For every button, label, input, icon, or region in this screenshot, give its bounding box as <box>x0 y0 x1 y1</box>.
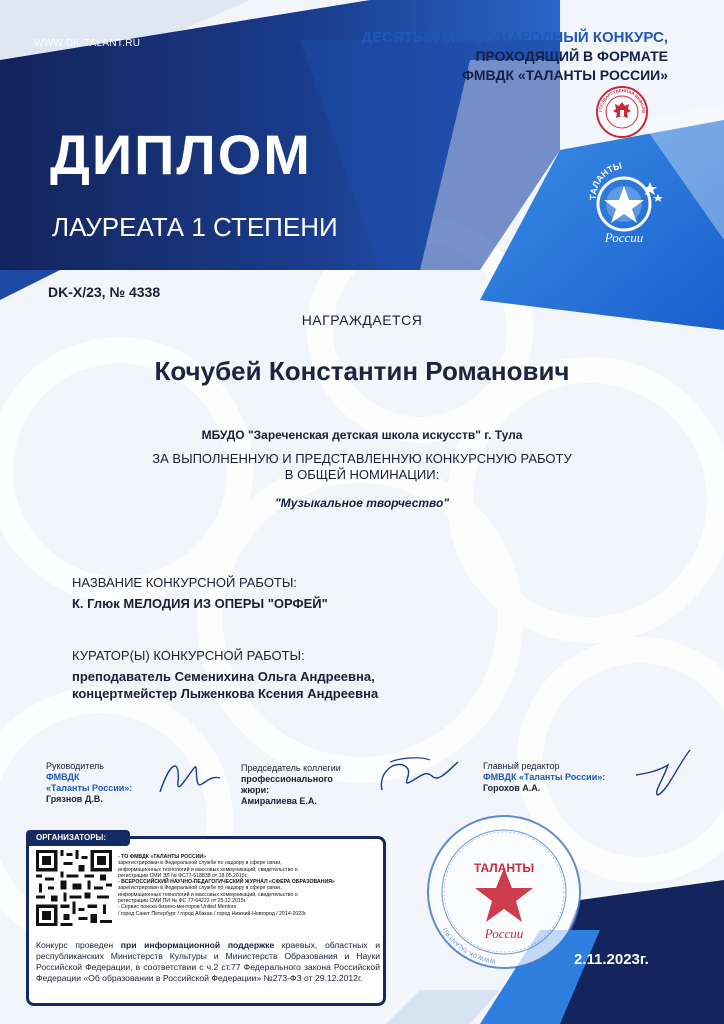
document-number: DK-X/23, № 4338 <box>48 284 161 300</box>
organizers-header: ОРГАНИЗАТОРЫ: <box>26 830 130 846</box>
qr-code-icon <box>36 850 112 926</box>
support-bold: при информационной поддержке <box>120 940 275 950</box>
organizer-line: зарегистрирован в Федеральной службе по надзору в сфере связи, <box>118 860 282 867</box>
curators <box>72 668 378 702</box>
organizer-line: - ВСЕРОССИЙСКИЙ НАУЧНО-ПЕДАГОГИЧЕСКИЙ ЖУРНАЛ «СФЕРА ОБРАЗОВАНИЯ» <box>118 879 335 886</box>
school-name: МБУДО "Зареченская детская школа искусств" г. Тула <box>201 428 523 442</box>
degree-title: ЛАУРЕАТА 1 СТЕПЕНИ <box>52 212 338 242</box>
signature-scribble-director <box>150 752 225 802</box>
logo-arc-text: ТАЛАНТЫ <box>587 160 623 201</box>
award-reason <box>0 451 724 483</box>
organizer-line: / город Санкт Петербург / город Абакан / город Нижний-Новгород / 2014-2023г. <box>118 910 307 917</box>
signature-block-director <box>46 761 132 805</box>
seal-center-bottom: России <box>484 926 524 941</box>
emblem-ring-text: ГОСУДАРСТВЕННАЯ ИНФОРМ <box>597 87 647 114</box>
organizer-line: зарегистрирован в Федеральной службе по надзору в сфере связи, <box>118 885 282 892</box>
signature-person: Амиралиева Е.А. <box>241 796 317 806</box>
organizers-list <box>118 854 378 917</box>
signature-role: жюри: <box>241 785 270 795</box>
recipient-name: Кочубей Константин Романович <box>154 356 570 386</box>
support-pre: Конкурс проведен <box>36 940 121 950</box>
site-url: WWW.DK-TALANT.RU <box>34 38 141 49</box>
logo-script-text: России <box>604 230 644 245</box>
curator-line-1: преподаватель Семенихина Ольга Андреевна, <box>72 669 375 684</box>
support-statement <box>36 940 380 984</box>
work-title: К. Глюк МЕЛОДИЯ ИЗ ОПЕРЫ "ОРФЕЙ" <box>72 596 328 611</box>
signature-block-jury <box>241 763 341 807</box>
curator-line-2: концертмейстер Лыженкова Ксения Андреевна <box>72 686 379 701</box>
signature-org: «Таланты России»: <box>46 783 133 793</box>
signature-scribble-jury <box>370 752 465 802</box>
award-reason-line-1: ЗА ВЫПОЛНЕННУЮ И ПРЕДСТАВЛЕННУЮ КОНКУРСНУЮ РАБОТУ <box>152 451 572 466</box>
state-support-emblem <box>595 85 649 139</box>
issue-date: 2.11.2023г. <box>574 951 649 968</box>
seal-center-top: ТАЛАНТЫ <box>473 861 535 875</box>
seal-site: WWW.DK-TALANT.RU <box>442 926 496 964</box>
signature-role: Руководитель <box>46 761 104 771</box>
organizer-line: регистрации СМИ ПИ № ФС 77-64222 от 25.12.2015г. <box>118 898 247 905</box>
signature-person: Горохов А.А. <box>483 783 541 793</box>
organizer-line: - ТО ФМВДК «ТАЛАНТЫ РОССИИ» <box>118 854 207 860</box>
awarded-label: НАГРАЖДАЕТСЯ <box>301 312 423 328</box>
support-post: краевых, областных и республиканских Министерств Культуры и Министерств Образования и Науки Российской Федерации, в соответствии с ч.2 ст.77 Федерального закона Российской Федерации «Об образовании в Российской Федерации» №273-ФЗ от 29.12.2012г. <box>36 940 380 983</box>
signature-role: Главный редактор <box>483 761 560 771</box>
signature-role: Председатель коллегии <box>241 763 341 773</box>
signature-person: Грязнов Д.В. <box>46 794 103 804</box>
organizer-line: информационных технологий и массовых коммуникаций, свидетельство о <box>118 866 298 873</box>
diploma-title: ДИПЛОМ <box>50 123 312 186</box>
contest-line-1: ДЕСЯТЫЙ МЕЖДУНАРОДНЫЙ КОНКУРС, <box>361 29 668 46</box>
signature-org: ФМВДК «Таланты России»: <box>483 772 606 782</box>
talanty-rossii-logo <box>574 160 674 250</box>
signature-block-editor <box>483 761 605 794</box>
official-seal <box>424 812 584 972</box>
signature-scribble-editor <box>628 745 698 800</box>
contest-line-2: ПРОХОДЯЩИЙ В ФОРМАТЕ <box>475 48 668 64</box>
contest-line-3: ФМВДК «ТАЛАНТЫ РОССИИ» <box>461 67 668 83</box>
organizer-line: информационных технологий и массовых коммуникаций, свидетельство о <box>118 891 298 898</box>
organizer-line: регистрации СМИ ЭЛ № ФС77-618838 от 18.05.2015г.; <box>118 872 249 879</box>
signature-org: ФМВДК <box>46 772 80 782</box>
award-reason-line-2: В ОБЩЕЙ НОМИНАЦИИ: <box>284 467 440 482</box>
curator-label: КУРАТОР(Ы) КОНКУРСНОЙ РАБОТЫ: <box>72 648 305 663</box>
work-title-label: НАЗВАНИЕ КОНКУРСНОЙ РАБОТЫ: <box>72 575 297 590</box>
nomination: "Музыкальное творчество" <box>274 496 450 510</box>
contest-title <box>361 28 668 85</box>
signature-role: профессионального <box>241 774 333 784</box>
organizer-line: - Сервис поиска бизнес-менторов United Mentors <box>118 904 237 911</box>
